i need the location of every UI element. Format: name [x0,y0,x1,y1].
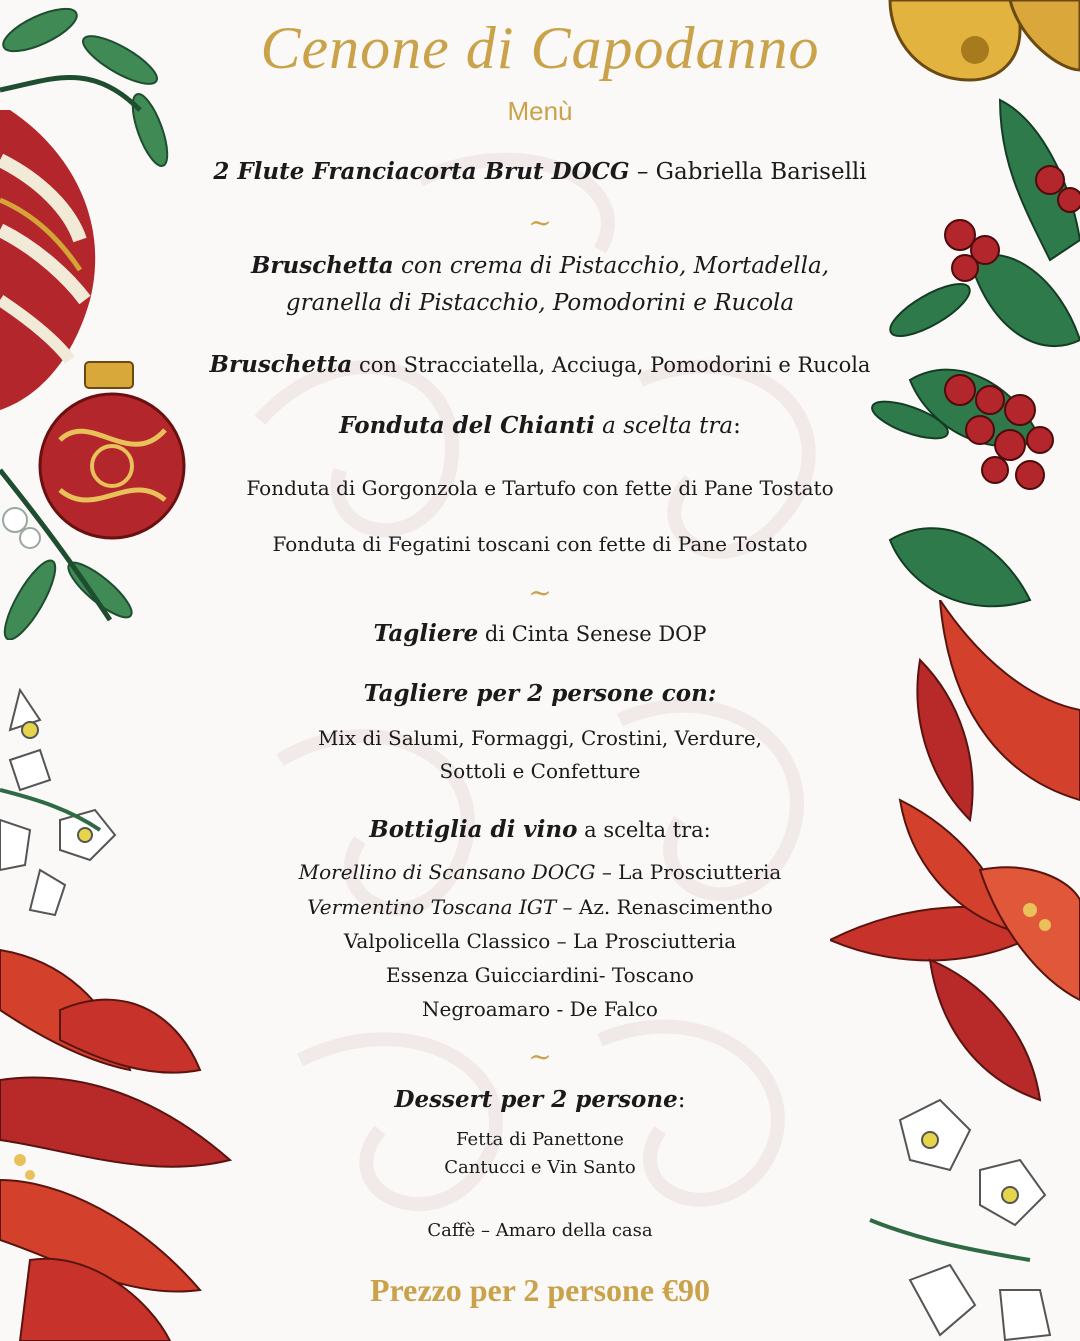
starter-2-name: Bruschetta [209,351,353,378]
fonduta-option-1: Fonduta di Gorgonzola e Tartufo con fette di Pane Tostato [246,476,834,500]
aperitif-producer: – Gabriella Bariselli [629,159,867,185]
menu-price: Prezzo per 2 persone €90 [369,1272,711,1308]
separator: ~ [528,576,552,609]
dessert-name: Dessert per 2 persone [394,1086,678,1113]
wine-choice: a scelta tra: [577,818,711,842]
wine-item-4: Essenza Guicciardini- Toscano [386,963,694,987]
dessert-item-1: Fetta di Panettone [456,1129,624,1150]
fonduta-choice: a scelta tra [594,413,734,439]
wine-item-1-producer: – La Prosciutteria [595,860,782,884]
starter-1-line2: granella di Pistacchio, Pomodorini e Rucola [285,290,795,316]
tagliere-1-name: Tagliere [373,620,479,647]
tagliere-2-line2: Sottoli e Confetture [439,759,641,783]
fonduta-heading [150,412,930,441]
coffee-line: Caffè – Amaro della casa [427,1220,653,1241]
starter-2-line [150,351,930,380]
starter-1-line1 [150,252,930,281]
starter-1-desc: con crema di Pistacchio, Mortadella, [393,253,830,279]
fonduta-option-2: Fonduta di Fegatini toscani con fette di Pane Tostato [272,532,808,556]
menu-title: Cenone di Capodanno [260,15,820,81]
wine-heading [150,816,930,845]
dessert-colon: : [677,1087,686,1113]
wine-item-1 [150,860,930,884]
wine-item-3: Valpolicella Classico – La Prosciutteria [343,929,737,953]
tagliere-2-line1: Mix di Salumi, Formaggi, Crostini, Verdure, [317,726,763,750]
starter-1-name: Bruschetta [250,252,394,279]
aperitif-name: 2 Flute Franciacorta Brut DOCG [213,158,630,185]
wine-item-2-name: Vermentino Toscana IGT [307,895,557,919]
fonduta-name: Fonduta del Chianti [339,412,595,439]
aperitif-line [150,158,930,187]
dessert-item-2: Cantucci e Vin Santo [444,1157,636,1178]
starter-2-desc: con Stracciatella, Acciuga, Pomodorini e Rucola [352,353,871,377]
fonduta-colon: : [733,413,741,439]
dessert-heading [150,1086,930,1115]
wine-name: Bottiglia di vino [369,816,578,843]
wine-item-2-producer: – Az. Renascimentho [556,895,773,919]
left-white-blossoms [0,670,150,930]
wine-item-5: Negroamaro - De Falco [422,997,658,1021]
wine-item-1-name: Morellino di Scansano DOCG [298,860,596,884]
tagliere-1-line [150,620,930,649]
tagliere-2-heading: Tagliere per 2 persone con: [363,680,717,707]
tagliere-1-desc: di Cinta Senese DOP [478,622,707,646]
separator: ~ [528,1040,552,1073]
separator: ~ [528,206,552,239]
wine-item-2 [150,895,930,919]
menu-subtitle: Menù [507,96,573,126]
